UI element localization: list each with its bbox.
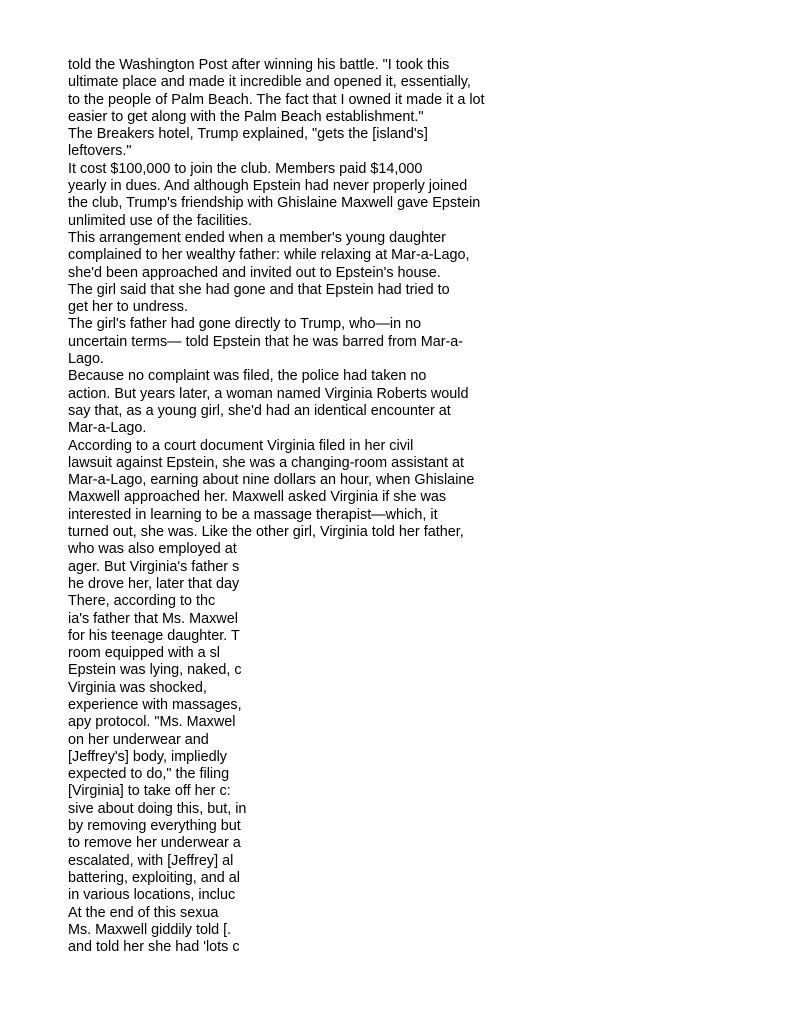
text-line: ultimate place and made it incredible and opened it, essentially, [68,74,471,91]
text-line: [Virginia] to take off her c: [68,783,231,800]
text-line: interested in learning to be a massage therapist—which, it [68,506,438,523]
text-line: Ms. Maxwell giddily told [. [68,921,232,938]
text-line: There, according to thc [68,593,216,610]
text-line: to the people of Palm Beach. The fact that I owned it made it a lot [68,91,485,108]
text-line: room equipped with a sl [68,645,220,662]
text-line: apy protocol. "Ms. Maxwel [68,714,236,731]
text-line: and told her she had 'lots c [68,939,240,956]
text-line: in various locations, incluc [68,887,236,904]
text-line: say that, as a young girl, she'd had an identical encounter at [68,402,451,419]
text-line: sive about doing this, but, in [68,800,247,817]
text-line: easier to get along with the Palm Beach establishment." [68,108,424,125]
text-line: leftovers." [68,143,132,160]
text-line: who was also employed at [68,541,237,558]
text-line: battering, exploiting, and al [68,869,241,886]
text-line: ia's father that Ms. Maxwel [68,610,238,627]
text-line: he drove her, later that day [68,575,240,592]
text-line: unlimited use of the facilities. [68,212,252,229]
text-line: Maxwell approached her. Maxwell asked Virginia if she was [68,489,447,506]
text-line: Mar-a-Lago. [68,420,147,437]
text-line: experience with massages, [68,696,242,713]
text-line: [Jeffrey's] body, impliedly [68,748,227,765]
text-line: action. But years later, a woman named Virginia Roberts would [68,385,469,402]
text-line: ager. But Virginia's father s [68,558,240,575]
text-line: told the Washington Post after winning his battle. "I took this [68,57,450,73]
text-line: complained to her wealthy father: while relaxing at Mar-a-Lago, [68,247,470,264]
text-line: yearly in dues. And although Epstein had never properly joined [68,178,468,195]
document-text [68,57,548,956]
text-line: the club, Trump's friendship with Ghislaine Maxwell gave Epstein [68,195,481,212]
text-line: Because no complaint was filed, the police had taken no [68,368,427,385]
text-line: Epstein was lying, naked, c [68,662,242,679]
text-line: she'd been approached and invited out to Epstein's house. [68,264,441,281]
text-line: The girl's father had gone directly to Trump, who—in no [68,316,422,333]
text-line: The Breakers hotel, Trump explained, "gets the [island's] [68,126,428,143]
text-line: lawsuit against Epstein, she was a changing-room assistant at [68,454,464,471]
text-line: escalated, with [Jeffrey] al [68,852,234,869]
text-line: get her to undress. [68,299,188,316]
text-line: uncertain terms— told Epstein that he was barred from Mar-a- [68,333,464,350]
text-line: Mar-a-Lago, earning about nine dollars an hour, when Ghislaine [68,472,475,489]
text-line: According to a court document Virginia filed in her civil [68,437,414,454]
text-line: turned out, she was. Like the other girl, Virginia told her father, [68,524,464,541]
text-line: Virginia was shocked, [68,679,207,696]
text-line: Lago. [68,351,105,368]
text-line: This arrangement ended when a member's young daughter [68,229,446,246]
text-line: by removing everything but [68,818,241,835]
text-line: for his teenage daughter. T [68,627,240,644]
text-line: It cost $100,000 to join the club. Members paid $14,000 [68,160,423,177]
text-line: At the end of this sexua [68,904,219,921]
text-line: expected to do," the filing [68,766,230,783]
text-line: The girl said that she had gone and that Epstein had tried to [68,281,450,298]
text-line: to remove her underwear a [68,835,241,852]
text-line: on her underwear and [68,731,209,748]
